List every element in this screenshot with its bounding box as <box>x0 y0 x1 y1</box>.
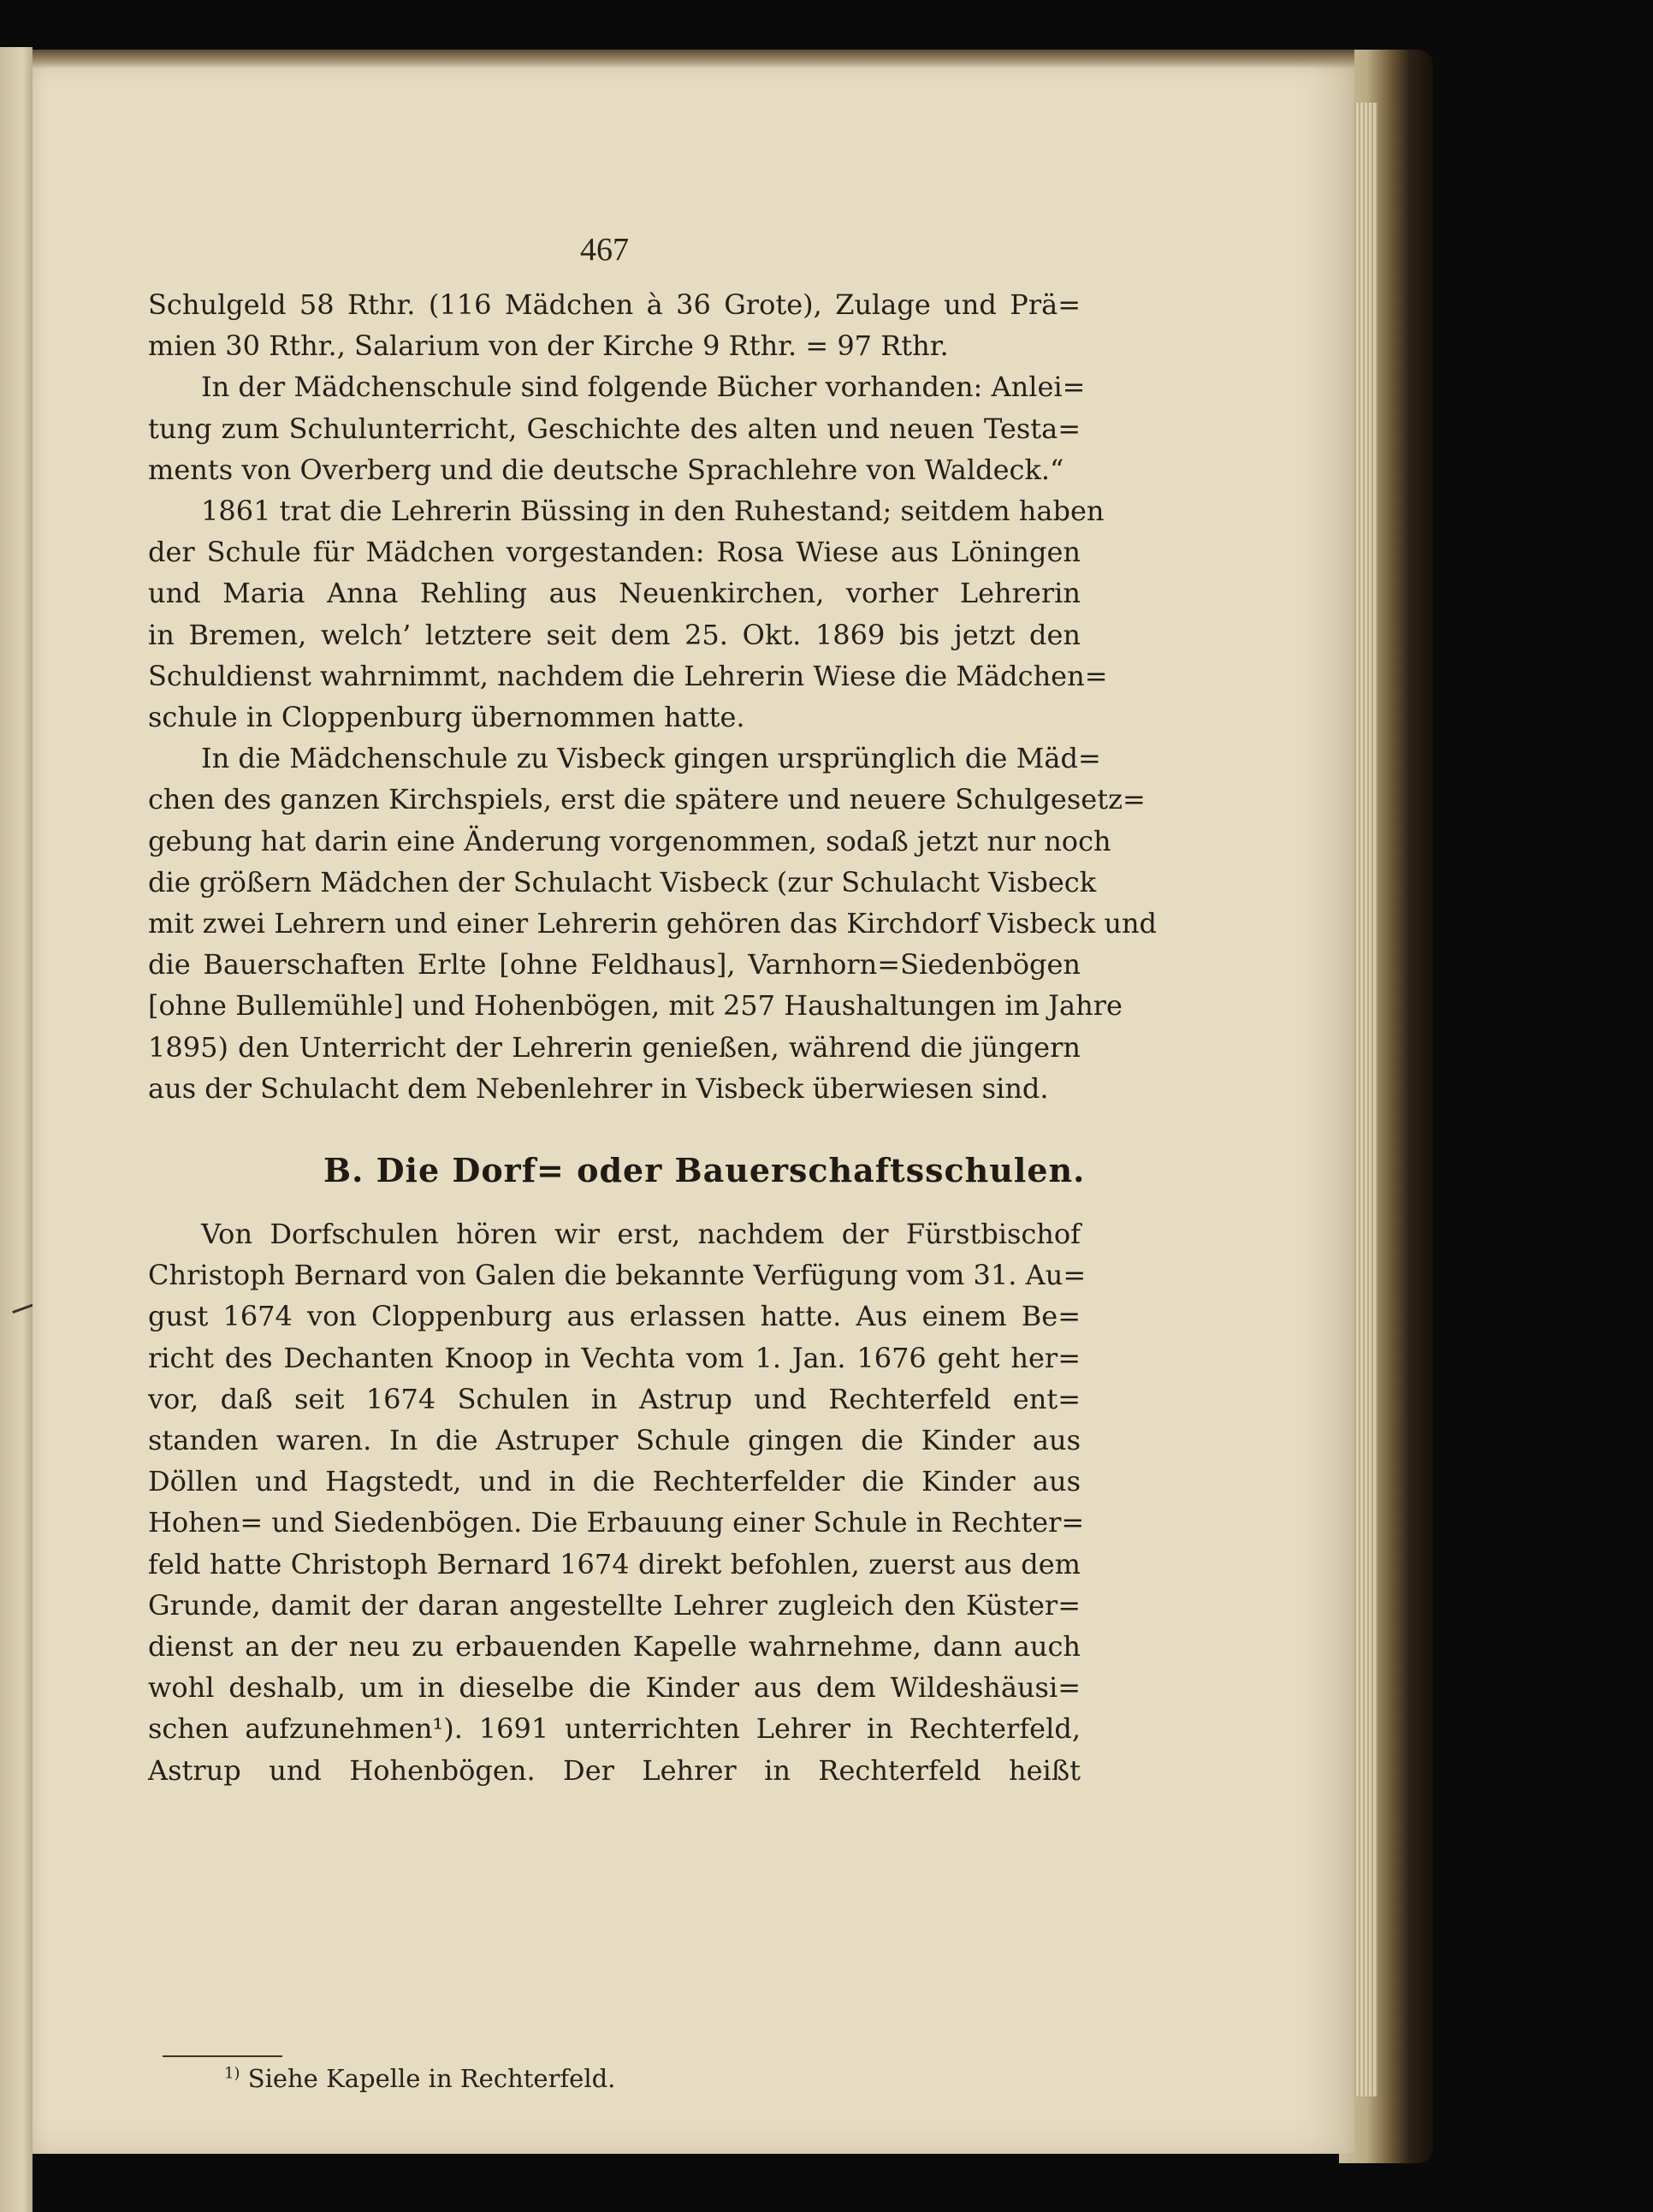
text-line: gebung hat darin eine Änderung vorgenommen, sodaß jetzt nur noch <box>148 824 1111 857</box>
text-line: In die Mädchenschule zu Visbeck gingen ursprünglich die Mäd= <box>201 742 1101 775</box>
text-line: in Bremen, welch’ letztere seit dem 25. Okt. 1869 bis jetzt den <box>148 618 1081 651</box>
footnote-text: Siehe Kapelle in Rechterfeld. <box>247 2064 616 2093</box>
text-line: chen des ganzen Kirchspiels, erst die spätere und neuere Schulgesetz= <box>148 783 1146 816</box>
text-line: Astrup und Hohenbögen. Der Lehrer in Rechterfeld heißt <box>148 1753 1081 1787</box>
text-line: Grunde, damit der daran angestellte Lehrer zugleich den Küster= <box>148 1588 1081 1622</box>
footnote <box>224 2064 615 2093</box>
text-line: Schulgeld 58 Rthr. (116 Mädchen à 36 Grote), Zulage und Prä= <box>148 288 1081 321</box>
text-line: dienst an der neu zu erbauenden Kapelle wahrnehme, dann auch <box>148 1630 1081 1663</box>
adjacent-page-edge <box>0 47 33 2212</box>
text-line: Hohen= und Siedenbögen. Die Erbauung einer Schule in Rechter= <box>148 1506 1085 1539</box>
text-line: ments von Overberg und die deutsche Sprachlehre von Waldeck.“ <box>148 453 1064 486</box>
text-line: Christoph Bernard von Galen die bekannte Verfügung vom 31. Au= <box>148 1259 1087 1292</box>
text-line: Schuldienst wahrnimmt, nachdem die Lehrerin Wiese die Mädchen= <box>148 659 1108 692</box>
text-line: vor, daß seit 1674 Schulen in Astrup und Rechterfeld ent= <box>148 1382 1081 1415</box>
text-line: richt des Dechanten Knoop in Vechta vom 1. Jan. 1676 geht her= <box>148 1341 1081 1374</box>
text-line: schule in Cloppenburg übernommen hatte. <box>148 701 745 734</box>
text-line: Döllen und Hagstedt, und in die Rechterfelder die Kinder aus <box>148 1465 1081 1498</box>
section-heading: B. Die Dorf= oder Bauerschaftsschulen. <box>323 1151 1086 1189</box>
text-line: die Bauerschaften Erlte [ohne Feldhaus], Varnhorn=Siedenbögen <box>148 948 1081 981</box>
page-top-edge <box>33 50 1354 68</box>
text-line: mit zwei Lehrern und einer Lehrerin gehören das Kirchdorf Visbeck und <box>148 907 1158 940</box>
text-line: wohl deshalb, um in dieselbe die Kinder aus dem Wildeshäusi= <box>148 1671 1081 1705</box>
body-text-block-2 <box>148 1213 1087 1791</box>
text-line: [ohne Bullemühle] und Hohenbögen, mit 257 Haushaltungen im Jahre <box>148 989 1123 1023</box>
text-line: der Schule für Mädchen vorgestanden: Rosa Wiese aus Löningen <box>148 536 1081 569</box>
text-line: feld hatte Christoph Bernard 1674 direkt befohlen, zuerst aus dem <box>148 1547 1081 1580</box>
text-line: die größern Mädchen der Schulacht Visbeck (zur Schulacht Visbeck <box>148 865 1097 898</box>
text-line: Von Dorfschulen hören wir erst, nachdem der Fürstbischof <box>201 1218 1081 1250</box>
text-line: tung zum Schulunterricht, Geschichte des alten und neuen Testa= <box>148 412 1081 445</box>
text-line: 1895) den Unterricht der Lehrerin genießen, während die jüngern <box>148 1030 1081 1064</box>
text-line: schen aufzunehmen¹). 1691 unterrichten Lehrer in Rechterfeld, <box>148 1712 1081 1746</box>
text-line: aus der Schulacht dem Nebenlehrer in Visbeck überwiesen sind. <box>148 1071 1049 1105</box>
text-line: mien 30 Rthr., Salarium von der Kirche 9 Rthr. = 97 Rthr. <box>148 329 949 363</box>
text-line: In der Mädchenschule sind folgende Bücher vorhanden: Anlei= <box>201 371 1086 404</box>
text-line: standen waren. In die Astruper Schule gingen die Kinder aus <box>148 1424 1081 1457</box>
text-line: und Maria Anna Rehling aus Neuenkirchen, vorher Lehrerin <box>148 577 1081 610</box>
footnote-marker: 1) <box>224 2064 240 2083</box>
page-number: 467 <box>580 232 629 268</box>
footnote-divider <box>163 2055 282 2057</box>
text-line: gust 1674 von Cloppenburg aus erlassen hatte. Aus einem Be= <box>148 1300 1081 1333</box>
body-text-block-1 <box>148 284 1158 1109</box>
text-line: 1861 trat die Lehrerin Büssing in den Ruhestand; seitdem haben <box>201 495 1105 528</box>
